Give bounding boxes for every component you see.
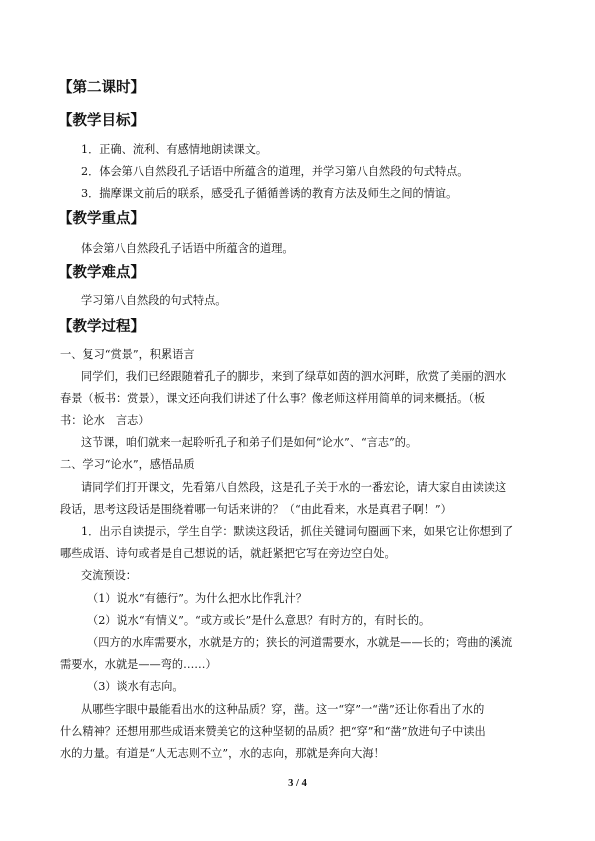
goals-heading: 【教学目标】 — [58, 112, 145, 129]
process-line-7: 请同学们打开课文，先看第八自然段，这是孔子关于水的一番宏论，请大家自由读读这 — [81, 481, 507, 494]
process-line-13: （2）说水“有情义”。“或方或长”是什么意思？有时方的，有时长的。 — [87, 614, 431, 627]
process-line-6: 二、学习“论水”，感悟品质 — [60, 458, 195, 471]
goal-item-1: 1．正确、流利、有感情地朗读课文。 — [81, 143, 268, 156]
goal-item-3: 3．揣摩课文前后的联系，感受孔子循循善诱的教育方法及师生之间的情谊。 — [81, 187, 458, 200]
process-line-12: （1）说水“有德行”。为什么把水比作乳汁？ — [87, 592, 307, 605]
process-line-11: 交流预设： — [81, 569, 137, 582]
section-title: 【第二课时】 — [58, 79, 145, 96]
process-heading: 【教学过程】 — [58, 318, 145, 335]
process-line-14: （四方的水库需要水，水就是方的；狭长的河道需要水，水就是——长的；弯曲的溪流 — [87, 636, 513, 649]
process-line-19: 水的力量。有道是“人无志则不立”，水的志向，那就是奔向大海！ — [60, 747, 385, 760]
process-line-17: 从哪些字眼中最能看出水的这种品质？穿，凿。这一“穿”一“凿”还让你看出了水的 — [81, 703, 485, 716]
goal-item-2: 2．体会第八自然段孔子话语中所蕴含的道理，并学习第八自然段的句式特点。 — [81, 165, 469, 178]
process-line-16: （3）谈水有志向。 — [87, 680, 184, 693]
process-line-18: 什么精神？还想用那些成语来赞美它的这种坚韧的品质？把“穿”和“凿”放进句子中读出 — [60, 725, 486, 738]
process-line-5: 这节课，咱们就来一起聆听孔子和弟子们是如何“论水”、“言志”的。 — [81, 436, 418, 449]
difficulties-heading: 【教学难点】 — [58, 264, 145, 281]
process-line-4: 书：论水 言志） — [60, 414, 150, 427]
process-line-8: 段话，思考这段话是围绕着哪一句话来讲的？（“由此看来，水是真君子啊！”） — [60, 503, 452, 516]
difficulties-text: 学习第八自然段的句式特点。 — [81, 294, 227, 307]
key-points-heading: 【教学重点】 — [58, 210, 145, 227]
process-line-10: 哪些成语、诗句或者是自己想说的话，就赶紧把它写在旁边空白处。 — [60, 547, 396, 560]
page-number: 3 / 4 — [288, 778, 307, 789]
key-points-text: 体会第八自然段孔子话语中所蕴含的道理。 — [81, 242, 294, 255]
process-line-3: 春景（板书：赏景），课文还向我们讲述了什么事？像老师这样用简单的词来概括。（板 — [60, 392, 486, 405]
process-line-1: 一、复习“赏景”，积累语言 — [60, 348, 195, 361]
process-line-2: 同学们，我们已经跟随着孔子的脚步，来到了绿草如茵的泗水河畔，欣赏了美丽的泗水 — [81, 370, 507, 383]
process-line-9: 1．出示自读提示，学生自学：默读这段话，抓住关键词句圈画下来，如果它让你想到了 — [81, 525, 514, 538]
process-line-15: 需要水，水就是——弯的……） — [60, 658, 217, 671]
